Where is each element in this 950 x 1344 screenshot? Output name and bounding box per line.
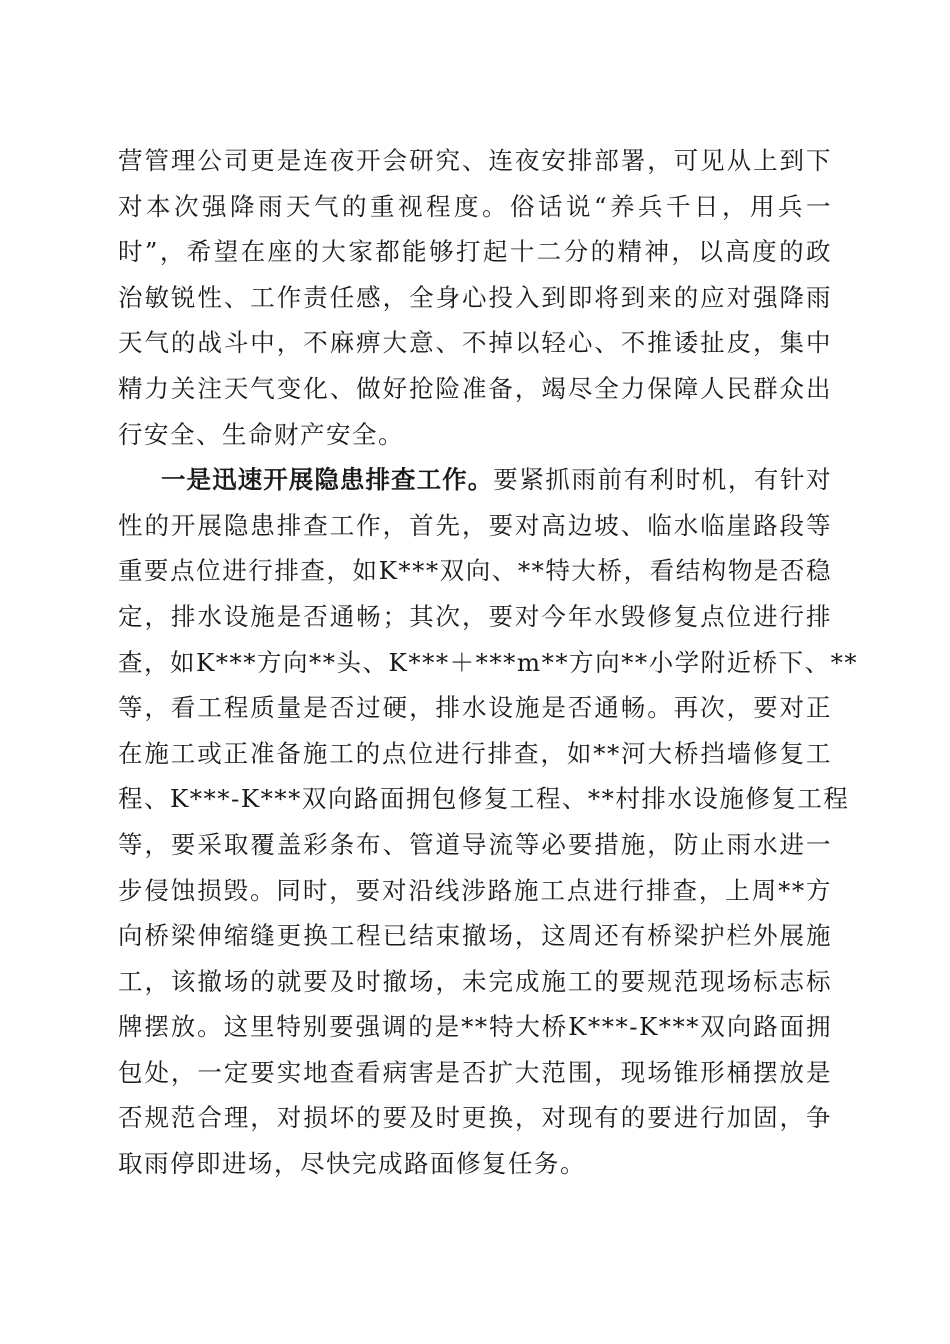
text-line: 查，如K***方向**头、K***＋***m**方向**小学附近桥下、**: [118, 647, 859, 677]
text-line: 程、K***-K***双向路面拥包修复工程、**村排水设施修复工程: [118, 784, 850, 814]
paragraph-2: [118, 457, 859, 1187]
text-line: 步侵蚀损毁。同时，要对沿线涉路施工点进行排查，上周**方: [118, 875, 832, 905]
text-line: 在施工或正准备施工的点位进行排查，如**河大桥挡墙修复工: [118, 738, 832, 768]
text-line: 治敏锐性、工作责任感，全身心投入到即将到来的应对强降雨: [118, 282, 832, 312]
text-line: 取雨停即进场，尽快完成路面修复任务。: [118, 1149, 586, 1179]
text-line: 行安全、生命财产安全。: [118, 419, 404, 449]
text-line: 等，看工程质量是否过硬，排水设施是否通畅。再次，要对正: [118, 693, 832, 723]
text-line: 等，要采取覆盖彩条布、管道导流等必要措施，防止雨水进一: [118, 829, 832, 859]
text-line: 营管理公司更是连夜开会研究、连夜安排部署，可见从上到下: [118, 146, 832, 175]
text-line: 时”，希望在座的大家都能够打起十二分的精神，以高度的政: [118, 237, 832, 267]
section-heading: 一是迅速开展隐患排查工作。: [161, 465, 494, 495]
text-line: 包处，一定要实地查看病害是否扩大范围，现场锥形桶摆放是: [118, 1057, 832, 1087]
document-body: [118, 138, 859, 1187]
text-line: 定，排水设施是否通畅；其次，要对今年水毁修复点位进行排: [118, 601, 832, 631]
text-line: 对本次强降雨天气的重视程度。俗话说“养兵千日，用兵一: [118, 191, 832, 221]
text-line: 牌摆放。这里特别要强调的是**特大桥K***-K***双向路面拥: [118, 1012, 832, 1042]
paragraph-2-first-line: [118, 457, 832, 503]
text-line: 重要点位进行排查，如K***双向、**特大桥，看结构物是否稳: [118, 556, 832, 586]
text-line: 性的开展隐患排查工作，首先，要对高边坡、临水临崖路段等: [118, 510, 832, 540]
text-line: 精力关注天气变化、做好抢险准备，竭尽全力保障人民群众出: [118, 373, 832, 403]
text-line: 天气的战斗中，不麻痹大意、不掉以轻心、不推诿扯皮，集中: [118, 328, 832, 358]
text-fragment: 要紧抓雨前有利时机，有针对: [493, 465, 832, 495]
text-line: 向桥梁伸缩缝更换工程已结束撤场，这周还有桥梁护栏外展施: [118, 921, 832, 951]
text-line: 否规范合理，对损坏的要及时更换，对现有的要进行加固，争: [118, 1103, 832, 1133]
text-line: 工，该撤场的就要及时撤场，未完成施工的要规范现场标志标: [118, 966, 832, 996]
paragraph-1: [118, 138, 832, 457]
